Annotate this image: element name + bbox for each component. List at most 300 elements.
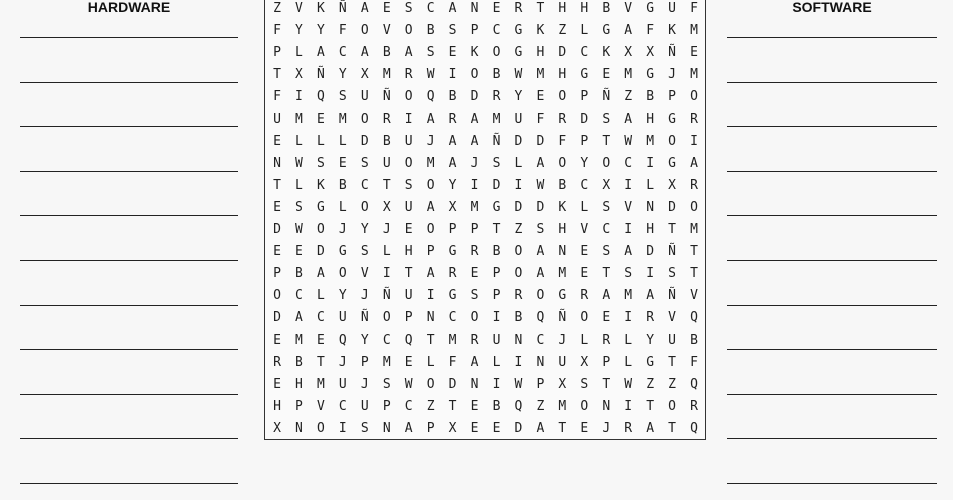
grid-letter: O bbox=[690, 89, 698, 105]
grid-letter: S bbox=[360, 244, 369, 260]
grid-letter: E bbox=[448, 45, 457, 61]
grid-letter: P bbox=[273, 266, 281, 282]
hardware-answer-line bbox=[20, 483, 238, 484]
grid-letter: S bbox=[295, 199, 303, 215]
grid-letter: G bbox=[646, 354, 655, 370]
grid-letter: R bbox=[448, 111, 457, 127]
grid-letter: E bbox=[273, 199, 281, 215]
grid-letter: C bbox=[580, 45, 589, 61]
grid-letter: E bbox=[580, 420, 589, 436]
grid-letter: N bbox=[602, 398, 611, 414]
grid-letter: P bbox=[426, 244, 435, 260]
grid-row bbox=[265, 286, 707, 306]
grid-letter: M bbox=[690, 67, 698, 83]
grid-letter: X bbox=[558, 376, 567, 392]
grid-letter: N bbox=[470, 376, 479, 392]
grid-letter: K bbox=[602, 45, 611, 61]
grid-letter: H bbox=[273, 398, 281, 414]
grid-letter: X bbox=[602, 177, 611, 193]
grid-letter: J bbox=[470, 155, 479, 171]
grid-letter: I bbox=[426, 288, 435, 304]
grid-letter: C bbox=[492, 23, 501, 39]
software-answer-line bbox=[727, 438, 937, 439]
grid-letter: B bbox=[514, 310, 523, 326]
grid-letter: G bbox=[492, 199, 501, 215]
grid-row bbox=[265, 331, 707, 351]
grid-letter: E bbox=[470, 398, 479, 414]
grid-letter: N bbox=[646, 199, 655, 215]
grid-letter: C bbox=[448, 310, 457, 326]
grid-letter: R bbox=[448, 266, 457, 282]
grid-letter: M bbox=[295, 111, 303, 127]
grid-letter: V bbox=[580, 222, 589, 237]
grid-letter: B bbox=[382, 133, 391, 149]
grid-letter: R bbox=[646, 310, 655, 326]
grid-letter: L bbox=[338, 133, 347, 149]
grid-letter: Y bbox=[514, 89, 523, 105]
grid-letter: W bbox=[426, 67, 435, 83]
grid-letter: C bbox=[624, 155, 633, 171]
grid-letter: S bbox=[602, 111, 611, 127]
grid-letter: Ñ bbox=[492, 133, 501, 149]
grid-letter: F bbox=[646, 23, 655, 39]
grid-letter: L bbox=[295, 177, 303, 193]
grid-letter: A bbox=[646, 288, 655, 304]
grid-letter: Y bbox=[360, 222, 369, 237]
hardware-answer-line bbox=[20, 171, 238, 172]
grid-letter: E bbox=[404, 354, 413, 370]
grid-row bbox=[265, 110, 707, 130]
grid-letter: M bbox=[492, 111, 501, 127]
grid-letter: H bbox=[558, 222, 567, 237]
grid-row bbox=[265, 132, 707, 152]
grid-row bbox=[265, 198, 707, 218]
grid-letter: G bbox=[514, 23, 523, 39]
grid-letter: O bbox=[404, 155, 413, 171]
grid-letter: C bbox=[536, 332, 545, 348]
grid-letter: T bbox=[668, 420, 676, 436]
grid-letter: T bbox=[536, 1, 545, 16]
grid-letter: M bbox=[690, 23, 698, 39]
grid-letter: R bbox=[514, 288, 523, 304]
grid-letter: C bbox=[580, 177, 589, 193]
grid-letter: P bbox=[404, 310, 413, 326]
grid-letter: M bbox=[558, 398, 567, 414]
grid-letter: L bbox=[295, 45, 303, 61]
grid-letter: J bbox=[360, 376, 369, 392]
hardware-answer-line bbox=[20, 349, 238, 350]
grid-letter: S bbox=[360, 420, 369, 436]
hardware-answer-line bbox=[20, 394, 238, 395]
grid-letter: O bbox=[514, 244, 523, 260]
grid-letter: R bbox=[558, 111, 567, 127]
grid-letter: F bbox=[273, 23, 281, 39]
grid-letter: H bbox=[558, 1, 567, 16]
grid-letter: P bbox=[470, 222, 479, 237]
grid-letter: O bbox=[668, 133, 676, 149]
grid-letter: P bbox=[448, 222, 457, 237]
grid-letter: D bbox=[668, 199, 676, 215]
grid-letter: N bbox=[382, 420, 391, 436]
grid-letter: R bbox=[470, 244, 479, 260]
grid-letter: B bbox=[492, 244, 501, 260]
grid-letter: G bbox=[558, 288, 567, 304]
grid-letter: B bbox=[295, 266, 303, 282]
grid-letter: O bbox=[382, 310, 391, 326]
grid-letter: T bbox=[273, 177, 281, 193]
grid-row bbox=[265, 65, 707, 85]
grid-letter: R bbox=[690, 398, 698, 414]
grid-letter: I bbox=[690, 133, 698, 149]
grid-letter: O bbox=[360, 23, 369, 39]
grid-row bbox=[265, 43, 707, 63]
grid-letter: K bbox=[558, 199, 567, 215]
grid-letter: L bbox=[646, 177, 655, 193]
grid-letter: O bbox=[492, 45, 501, 61]
grid-letter: I bbox=[382, 266, 391, 282]
grid-letter: A bbox=[602, 288, 611, 304]
grid-letter: X bbox=[580, 354, 589, 370]
grid-letter: P bbox=[360, 354, 369, 370]
grid-letter: H bbox=[646, 222, 655, 237]
grid-letter: T bbox=[492, 222, 501, 237]
grid-letter: H bbox=[580, 1, 589, 16]
grid-letter: M bbox=[316, 376, 325, 392]
grid-letter: O bbox=[536, 288, 545, 304]
grid-letter: I bbox=[470, 177, 479, 193]
grid-letter: V bbox=[382, 23, 391, 39]
grid-letter: S bbox=[536, 222, 545, 237]
grid-letter: B bbox=[448, 89, 457, 105]
grid-letter: N bbox=[536, 354, 545, 370]
grid-letter: I bbox=[624, 398, 633, 414]
grid-letter: Q bbox=[536, 310, 545, 326]
grid-letter: A bbox=[690, 155, 698, 171]
grid-row bbox=[265, 397, 707, 417]
grid-letter: P bbox=[580, 89, 589, 105]
grid-letter: A bbox=[295, 310, 303, 326]
grid-letter: G bbox=[668, 111, 676, 127]
grid-letter: R bbox=[602, 332, 611, 348]
grid-letter: P bbox=[536, 376, 545, 392]
grid-letter: O bbox=[426, 376, 435, 392]
grid-letter: M bbox=[470, 199, 479, 215]
grid-letter: I bbox=[646, 266, 655, 282]
software-answer-line bbox=[727, 483, 937, 484]
grid-letter: Y bbox=[360, 332, 369, 348]
grid-letter: W bbox=[295, 222, 303, 237]
grid-letter: A bbox=[426, 111, 435, 127]
grid-letter: E bbox=[382, 1, 391, 16]
grid-letter: N bbox=[470, 1, 479, 16]
grid-letter: V bbox=[360, 266, 369, 282]
grid-letter: E bbox=[338, 155, 347, 171]
grid-letter: L bbox=[580, 199, 589, 215]
grid-letter: G bbox=[338, 244, 347, 260]
grid-letter: M bbox=[536, 67, 545, 83]
grid-letter: E bbox=[470, 266, 479, 282]
grid-letter: M bbox=[690, 222, 698, 237]
grid-letter: T bbox=[602, 266, 611, 282]
grid-letter: S bbox=[338, 89, 347, 105]
grid-letter: O bbox=[273, 288, 281, 304]
grid-letter: Ñ bbox=[382, 288, 391, 304]
grid-letter: O bbox=[580, 398, 589, 414]
grid-letter: Q bbox=[426, 89, 435, 105]
grid-letter: B bbox=[382, 45, 391, 61]
grid-letter: S bbox=[668, 266, 676, 282]
grid-row bbox=[265, 308, 707, 328]
grid-letter: B bbox=[492, 67, 501, 83]
grid-letter: A bbox=[360, 1, 369, 16]
grid-letter: H bbox=[646, 111, 655, 127]
grid-letter: A bbox=[536, 244, 545, 260]
grid-letter: D bbox=[536, 133, 545, 149]
grid-letter: N bbox=[273, 155, 281, 171]
grid-letter: G bbox=[602, 23, 611, 39]
grid-letter: X bbox=[382, 199, 391, 215]
hardware-answer-line bbox=[20, 215, 238, 216]
grid-letter: T bbox=[602, 376, 611, 392]
grid-letter: T bbox=[316, 354, 325, 370]
grid-letter: U bbox=[668, 332, 676, 348]
grid-letter: U bbox=[360, 89, 369, 105]
grid-letter: J bbox=[338, 222, 347, 237]
grid-letter: V bbox=[668, 310, 676, 326]
grid-letter: M bbox=[382, 67, 391, 83]
grid-letter: R bbox=[470, 332, 479, 348]
grid-letter: L bbox=[316, 288, 325, 304]
grid-letter: A bbox=[470, 133, 479, 149]
grid-letter: A bbox=[448, 133, 457, 149]
grid-letter: F bbox=[536, 111, 545, 127]
grid-letter: R bbox=[404, 67, 413, 83]
grid-letter: Q bbox=[690, 310, 698, 326]
grid-letter: U bbox=[404, 133, 413, 149]
grid-letter: U bbox=[514, 111, 523, 127]
grid-letter: A bbox=[404, 45, 413, 61]
grid-letter: I bbox=[646, 155, 655, 171]
grid-letter: M bbox=[646, 133, 655, 149]
grid-letter: R bbox=[580, 288, 589, 304]
grid-letter: I bbox=[514, 177, 523, 193]
grid-letter: M bbox=[624, 288, 633, 304]
grid-letter: E bbox=[602, 67, 611, 83]
grid-letter: M bbox=[295, 332, 303, 348]
hardware-answer-line bbox=[20, 37, 238, 38]
grid-letter: M bbox=[338, 111, 347, 127]
hardware-answer-line bbox=[20, 438, 238, 439]
grid-letter: O bbox=[580, 310, 589, 326]
grid-letter: J bbox=[426, 133, 435, 149]
hardware-answer-line bbox=[20, 126, 238, 127]
grid-letter: A bbox=[316, 45, 325, 61]
grid-letter: P bbox=[470, 23, 479, 39]
grid-letter: G bbox=[646, 67, 655, 83]
grid-letter: T bbox=[558, 420, 567, 436]
grid-letter: A bbox=[536, 420, 545, 436]
grid-letter: F bbox=[273, 89, 281, 105]
grid-letter: V bbox=[624, 1, 633, 16]
grid-letter: Ñ bbox=[602, 89, 611, 105]
grid-letter: A bbox=[448, 155, 457, 171]
software-answer-line bbox=[727, 260, 937, 261]
grid-letter: E bbox=[295, 244, 303, 260]
hardware-title: HARDWARE bbox=[87, 0, 171, 15]
grid-letter: F bbox=[448, 354, 457, 370]
grid-letter: R bbox=[492, 89, 501, 105]
grid-letter: J bbox=[602, 420, 611, 436]
grid-letter: U bbox=[404, 288, 413, 304]
grid-letter: I bbox=[514, 354, 523, 370]
grid-letter: R bbox=[690, 177, 698, 193]
grid-letter: K bbox=[668, 23, 676, 39]
grid-letter: H bbox=[295, 376, 303, 392]
grid-letter: E bbox=[492, 420, 501, 436]
grid-letter: F bbox=[558, 133, 567, 149]
grid-letter: U bbox=[558, 354, 567, 370]
grid-letter: C bbox=[404, 398, 413, 414]
grid-letter: Ñ bbox=[668, 288, 676, 304]
grid-letter: D bbox=[514, 420, 523, 436]
grid-letter: S bbox=[602, 199, 611, 215]
grid-letter: B bbox=[690, 332, 698, 348]
grid-letter: O bbox=[360, 111, 369, 127]
grid-letter: X bbox=[448, 199, 457, 215]
grid-letter: P bbox=[273, 45, 281, 61]
grid-letter: D bbox=[580, 111, 589, 127]
grid-letter: U bbox=[338, 376, 347, 392]
grid-letter: Y bbox=[338, 67, 347, 83]
grid-letter: G bbox=[448, 244, 457, 260]
grid-letter: T bbox=[668, 222, 676, 237]
grid-row bbox=[265, 375, 707, 395]
grid-letter: I bbox=[624, 177, 633, 193]
grid-letter: Z bbox=[558, 23, 567, 39]
grid-letter: W bbox=[295, 155, 303, 171]
grid-letter: Ñ bbox=[668, 45, 676, 61]
grid-letter: A bbox=[448, 1, 457, 16]
grid-letter: T bbox=[690, 266, 698, 282]
software-answer-line bbox=[727, 37, 937, 38]
grid-letter: O bbox=[426, 222, 435, 237]
grid-letter: N bbox=[514, 332, 523, 348]
grid-letter: L bbox=[624, 354, 633, 370]
grid-letter: A bbox=[470, 354, 479, 370]
grid-letter: D bbox=[470, 89, 479, 105]
grid-letter: Q bbox=[690, 376, 698, 392]
grid-letter: I bbox=[492, 310, 501, 326]
word-search-grid bbox=[264, 0, 706, 440]
grid-letter: U bbox=[404, 199, 413, 215]
grid-letter: P bbox=[492, 266, 501, 282]
grid-letter: A bbox=[624, 244, 633, 260]
grid-letter: O bbox=[338, 266, 347, 282]
grid-letter: O bbox=[404, 89, 413, 105]
grid-letter: A bbox=[536, 155, 545, 171]
grid-letter: U bbox=[338, 310, 347, 326]
grid-letter: L bbox=[316, 133, 325, 149]
grid-letter: H bbox=[404, 244, 413, 260]
hardware-answer-line bbox=[20, 82, 238, 83]
software-answer-line bbox=[727, 394, 937, 395]
grid-letter: S bbox=[602, 244, 611, 260]
grid-letter: E bbox=[690, 45, 698, 61]
grid-letter: D bbox=[273, 310, 281, 326]
grid-letter: U bbox=[492, 332, 501, 348]
grid-letter: L bbox=[514, 155, 523, 171]
grid-letter: X bbox=[360, 67, 369, 83]
grid-letter: S bbox=[624, 266, 633, 282]
grid-letter: X bbox=[646, 45, 655, 61]
grid-row bbox=[265, 353, 707, 373]
grid-letter: P bbox=[492, 288, 501, 304]
grid-letter: E bbox=[602, 310, 611, 326]
grid-letter: Y bbox=[448, 177, 457, 193]
grid-letter: V bbox=[690, 288, 698, 304]
grid-letter: T bbox=[448, 398, 457, 414]
grid-letter: N bbox=[558, 244, 567, 260]
grid-letter: Q bbox=[338, 332, 347, 348]
grid-letter: W bbox=[404, 376, 413, 392]
hardware-answer-line bbox=[20, 260, 238, 261]
grid-letter: J bbox=[382, 222, 391, 237]
grid-letter: C bbox=[602, 222, 611, 237]
software-answer-line bbox=[727, 349, 937, 350]
grid-letter: A bbox=[316, 266, 325, 282]
grid-letter: A bbox=[536, 266, 545, 282]
grid-letter: K bbox=[536, 23, 545, 39]
grid-letter: L bbox=[492, 354, 501, 370]
grid-row bbox=[265, 419, 707, 439]
grid-letter: M bbox=[624, 67, 633, 83]
grid-row bbox=[265, 264, 707, 284]
grid-letter: J bbox=[360, 288, 369, 304]
grid-letter: H bbox=[536, 45, 545, 61]
grid-letter: A bbox=[404, 420, 413, 436]
grid-letter: I bbox=[338, 420, 347, 436]
grid-letter: T bbox=[404, 266, 413, 282]
grid-letter: E bbox=[316, 111, 325, 127]
grid-letter: E bbox=[273, 244, 281, 260]
grid-letter: O bbox=[316, 420, 325, 436]
grid-letter: S bbox=[404, 1, 413, 16]
grid-letter: Q bbox=[690, 420, 698, 436]
grid-letter: Z bbox=[624, 89, 633, 105]
grid-letter: R bbox=[382, 111, 391, 127]
grid-letter: J bbox=[338, 354, 347, 370]
grid-letter: E bbox=[273, 376, 281, 392]
grid-letter: Ñ bbox=[360, 310, 369, 326]
grid-letter: E bbox=[580, 266, 589, 282]
grid-letter: S bbox=[580, 376, 589, 392]
grid-letter: T bbox=[690, 244, 698, 260]
grid-letter: B bbox=[338, 177, 347, 193]
grid-letter: B bbox=[426, 23, 435, 39]
grid-letter: U bbox=[382, 155, 391, 171]
grid-letter: W bbox=[624, 133, 633, 149]
grid-letter: D bbox=[316, 244, 325, 260]
software-answer-line bbox=[727, 305, 937, 306]
grid-letter: G bbox=[448, 288, 457, 304]
grid-letter: I bbox=[404, 111, 413, 127]
grid-letter: O bbox=[360, 199, 369, 215]
software-title: SOFTWARE bbox=[792, 0, 872, 15]
grid-letter: E bbox=[404, 222, 413, 237]
grid-letter: P bbox=[668, 89, 676, 105]
grid-letter: U bbox=[273, 111, 281, 127]
grid-letter: O bbox=[470, 310, 479, 326]
